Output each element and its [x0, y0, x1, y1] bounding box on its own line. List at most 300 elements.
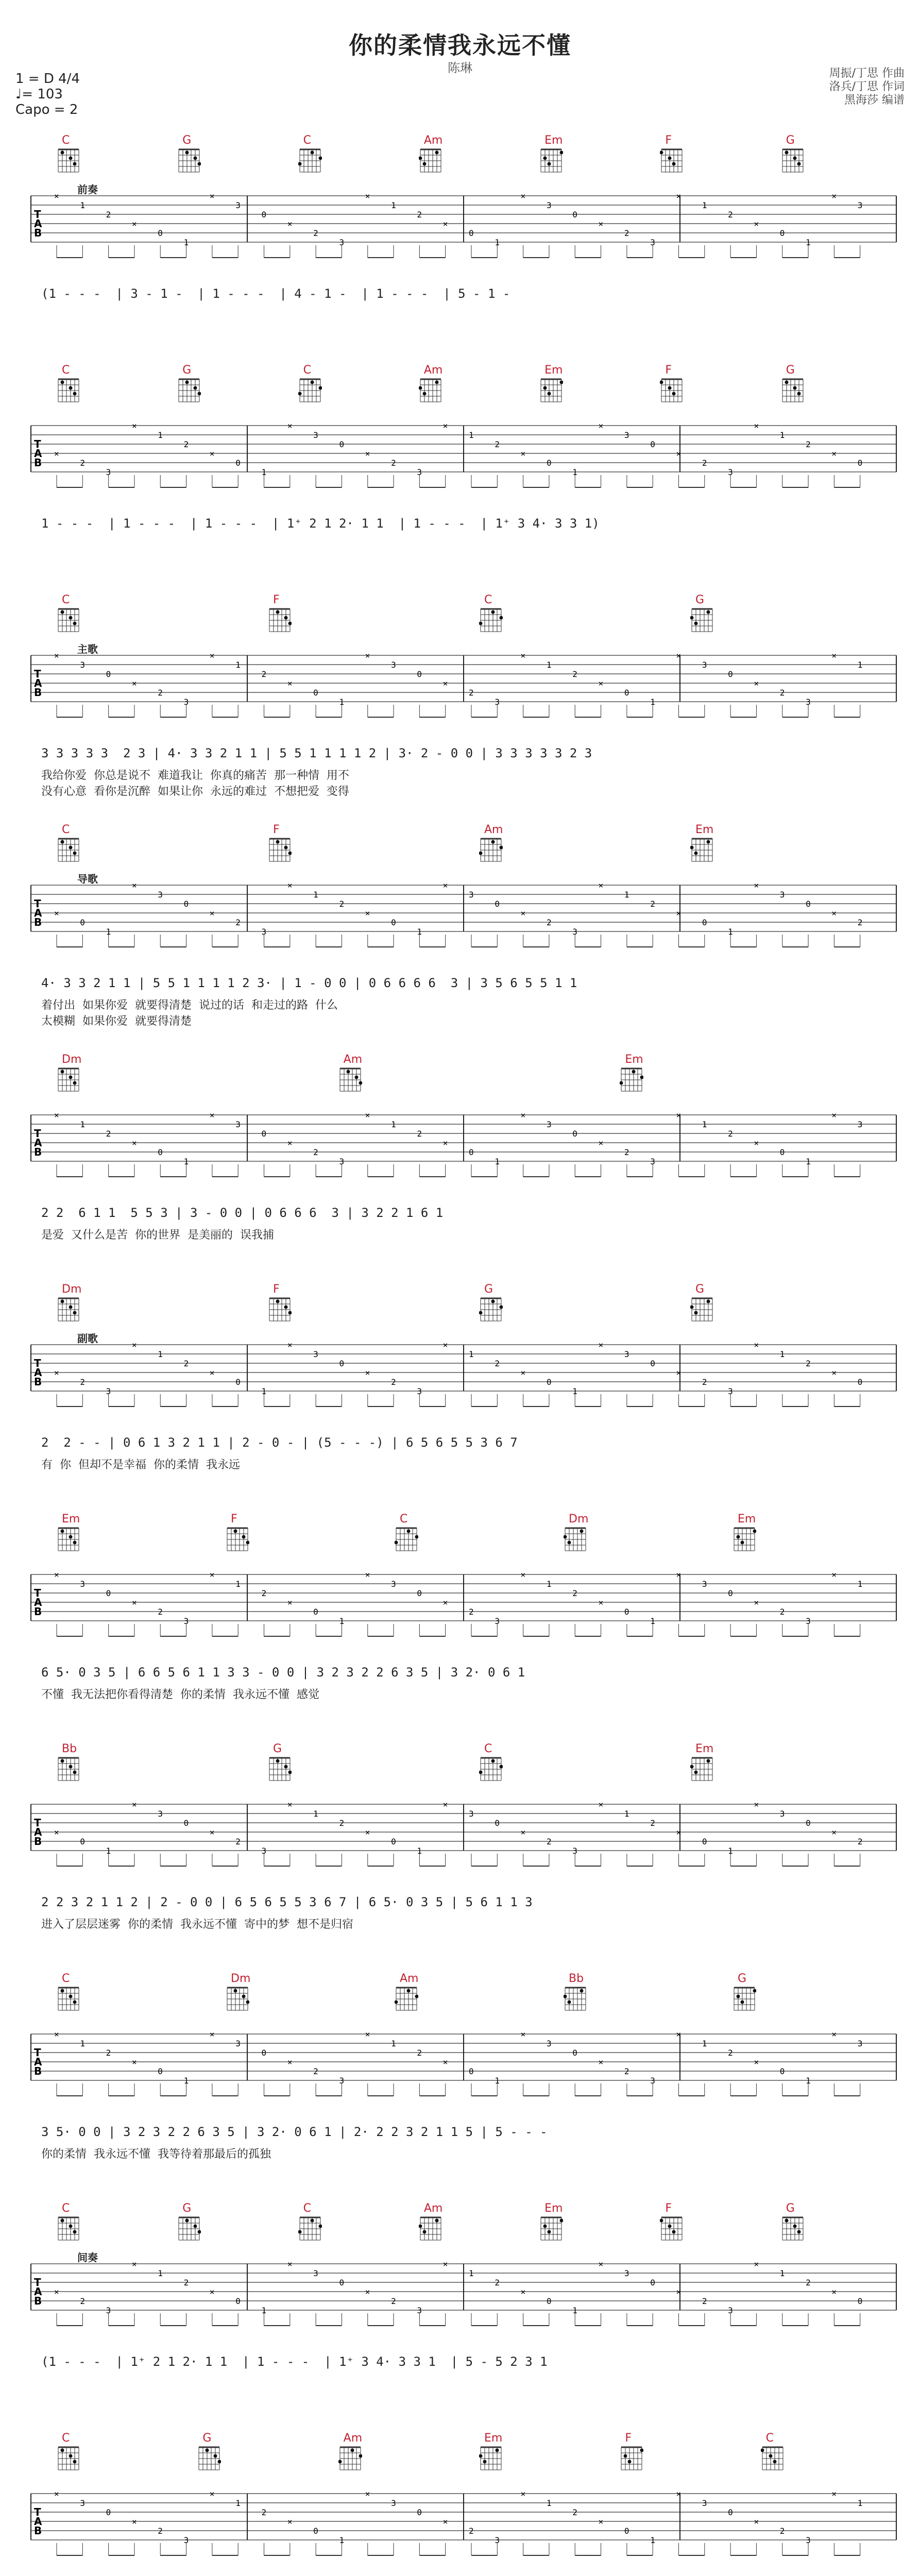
svg-text:3: 3: [261, 1846, 267, 1856]
svg-text:1: 1: [339, 1616, 345, 1626]
svg-text:1: 1: [546, 660, 552, 670]
svg-text:2: 2: [572, 1588, 577, 1598]
svg-text:0: 0: [183, 1818, 189, 1828]
svg-text:×: ×: [520, 191, 526, 201]
svg-text:3: 3: [572, 1846, 577, 1856]
svg-text:2: 2: [80, 1377, 85, 1387]
svg-text:1: 1: [779, 430, 785, 440]
svg-text:×: ×: [209, 651, 215, 660]
svg-text:0: 0: [624, 688, 629, 698]
svg-text:3: 3: [339, 2076, 345, 2086]
svg-text:2: 2: [702, 2296, 707, 2306]
chord-name: G: [695, 594, 705, 606]
svg-text:0: 0: [261, 1129, 267, 1139]
svg-text:×: ×: [54, 2287, 59, 2297]
svg-text:3: 3: [469, 1809, 474, 1819]
chord-diagram: [338, 2446, 362, 2472]
svg-text:3: 3: [495, 1616, 500, 1626]
svg-text:1: 1: [779, 1349, 785, 1359]
chord-diagram: [761, 2446, 785, 2472]
svg-text:1: 1: [857, 2498, 863, 2508]
svg-text:3: 3: [624, 430, 629, 440]
svg-text:3: 3: [650, 238, 655, 247]
svg-text:×: ×: [520, 2029, 526, 2039]
chord-diagram: [564, 1527, 587, 1553]
svg-text:1: 1: [650, 697, 655, 707]
svg-text:3: 3: [106, 2306, 111, 2315]
svg-text:0: 0: [106, 1588, 111, 1598]
chord-diagram: [268, 838, 292, 863]
svg-text:0: 0: [261, 210, 267, 219]
tab-system: [0, 2432, 920, 2576]
svg-text:A: A: [34, 2056, 42, 2069]
svg-text:×: ×: [131, 679, 137, 688]
svg-text:×: ×: [598, 2517, 604, 2527]
tab-staff: [0, 865, 920, 968]
chord-diagram: [268, 1297, 292, 1323]
svg-text:×: ×: [754, 2517, 759, 2527]
chord-diagram: [57, 838, 80, 863]
svg-text:2: 2: [417, 1129, 422, 1139]
svg-text:×: ×: [365, 1368, 370, 1378]
chord-name: Em: [695, 1742, 714, 1755]
svg-text:×: ×: [676, 449, 682, 459]
chord-diagram: [57, 1297, 80, 1323]
svg-text:A: A: [34, 447, 42, 460]
chord-name: Am: [343, 1053, 363, 1066]
svg-text:×: ×: [442, 2259, 448, 2269]
svg-text:1: 1: [106, 1846, 111, 1856]
credit-composer: 周振/丁思 作曲: [829, 67, 905, 80]
svg-text:0: 0: [779, 1147, 785, 1157]
svg-text:2: 2: [806, 439, 811, 449]
svg-text:3: 3: [80, 1579, 85, 1589]
svg-text:×: ×: [131, 1340, 137, 1350]
svg-text:×: ×: [54, 191, 59, 201]
svg-text:A: A: [34, 1366, 42, 1379]
chord-name: G: [182, 134, 192, 147]
svg-text:×: ×: [598, 219, 604, 229]
chord-name: Dm: [62, 1053, 82, 1066]
svg-text:0: 0: [572, 210, 577, 219]
chord-diagram: [177, 2216, 201, 2242]
svg-text:×: ×: [209, 1110, 215, 1120]
svg-text:3: 3: [650, 2076, 655, 2086]
svg-text:0: 0: [546, 2296, 552, 2306]
svg-text:×: ×: [676, 908, 682, 918]
svg-text:T: T: [34, 208, 41, 221]
svg-text:0: 0: [158, 228, 163, 238]
svg-text:2: 2: [702, 1377, 707, 1387]
svg-text:×: ×: [520, 2489, 526, 2499]
chord-diagram: [660, 378, 684, 404]
artist-name: 陈琳: [448, 61, 472, 75]
svg-text:3: 3: [106, 467, 111, 477]
tempo: ♩= 103: [15, 87, 63, 102]
numbered-notation: (1 - - - | 3 - 1 - | 1 - - - | 4 - 1 - | 1 - - - | 5 - 1 -: [41, 286, 510, 301]
svg-text:0: 0: [183, 899, 189, 909]
svg-text:2: 2: [158, 688, 163, 698]
chord-diagram: [268, 1757, 292, 1783]
chord-diagram: [57, 148, 80, 174]
chord-diagram: [690, 1297, 714, 1323]
svg-text:×: ×: [287, 880, 293, 890]
chord-name: F: [665, 364, 672, 377]
tab-staff: [0, 2473, 920, 2576]
tab-staff: [0, 175, 920, 278]
svg-text:0: 0: [469, 2066, 474, 2076]
chord-name: G: [273, 1742, 282, 1755]
tab-staff: [0, 1094, 920, 1197]
svg-text:2: 2: [391, 458, 396, 468]
svg-text:2: 2: [235, 1837, 241, 1846]
chord-diagram: [57, 1067, 80, 1093]
lyrics: 进入了层层迷雾 你的柔情 我永远不懂 寄中的梦 想不是归宿: [41, 1918, 353, 1931]
svg-text:0: 0: [806, 899, 811, 909]
numbered-notation: 3 3 3 3 3 2 3 | 4· 3 3 2 1 1 | 5 5 1 1 1 1 2 | 3· 2 - 0 0 | 3 3 3 3 3 2 3: [41, 746, 592, 760]
chord-name: Am: [400, 1972, 419, 1985]
svg-text:×: ×: [831, 191, 837, 201]
chord-name: C: [303, 2202, 311, 2215]
svg-text:2: 2: [183, 2278, 189, 2287]
svg-text:B: B: [34, 2065, 42, 2078]
numbered-notation: 1 - - - | 1 - - - | 1 - - - | 1⁺ 2 1 2· 1 1 | 1 - - - | 1⁺ 3 4· 3 3 1): [41, 516, 600, 531]
chord-name: Em: [544, 364, 563, 377]
svg-text:×: ×: [365, 449, 370, 459]
svg-text:3: 3: [546, 1120, 552, 1129]
svg-text:×: ×: [598, 421, 604, 431]
svg-text:0: 0: [572, 2048, 577, 2058]
svg-text:1: 1: [650, 2535, 655, 2545]
svg-text:1: 1: [469, 1349, 474, 1359]
svg-text:3: 3: [183, 2535, 189, 2545]
svg-text:×: ×: [131, 2517, 137, 2527]
svg-text:1: 1: [80, 2039, 85, 2048]
svg-text:3: 3: [728, 1386, 733, 1396]
chord-name: F: [231, 1513, 237, 1526]
svg-text:0: 0: [572, 1129, 577, 1139]
svg-text:3: 3: [158, 1809, 163, 1819]
chord-name: Em: [484, 2432, 503, 2445]
chord-diagram: [57, 1757, 80, 1783]
svg-text:2: 2: [728, 210, 733, 219]
svg-text:1: 1: [857, 1579, 863, 1589]
svg-text:×: ×: [287, 219, 293, 229]
svg-text:×: ×: [831, 1368, 837, 1378]
svg-text:3: 3: [779, 1809, 785, 1819]
svg-text:2: 2: [495, 2278, 500, 2287]
svg-text:3: 3: [728, 467, 733, 477]
svg-text:0: 0: [313, 1607, 318, 1617]
svg-text:×: ×: [54, 2029, 59, 2039]
svg-text:A: A: [34, 2515, 42, 2528]
svg-text:3: 3: [417, 1386, 422, 1396]
svg-text:2: 2: [779, 1607, 785, 1617]
svg-text:×: ×: [365, 1827, 370, 1837]
svg-text:×: ×: [831, 1827, 837, 1837]
svg-text:0: 0: [546, 1377, 552, 1387]
svg-text:2: 2: [158, 2526, 163, 2536]
chord-diagram: [479, 608, 503, 634]
svg-text:0: 0: [702, 1837, 707, 1846]
svg-text:2: 2: [546, 918, 552, 927]
svg-text:×: ×: [754, 1138, 759, 1148]
svg-text:1: 1: [391, 2039, 396, 2048]
svg-text:T: T: [34, 2506, 41, 2519]
chord-diagram: [197, 2446, 221, 2472]
svg-text:×: ×: [209, 908, 215, 918]
svg-text:0: 0: [106, 669, 111, 679]
svg-text:2: 2: [546, 1837, 552, 1846]
svg-text:A: A: [34, 1826, 42, 1839]
svg-text:3: 3: [417, 2306, 422, 2315]
svg-text:1: 1: [702, 2039, 707, 2048]
chord-name: G: [695, 1283, 705, 1296]
svg-text:0: 0: [728, 2507, 733, 2517]
chord-diagram: [690, 838, 714, 863]
svg-text:2: 2: [235, 918, 241, 927]
chord-diagram: [564, 1987, 587, 2012]
svg-text:×: ×: [287, 2517, 293, 2527]
svg-text:1: 1: [806, 1157, 811, 1166]
chord-name: F: [273, 823, 280, 836]
svg-text:2: 2: [313, 228, 318, 238]
svg-text:×: ×: [754, 880, 759, 890]
tab-system: [0, 823, 920, 1053]
svg-text:×: ×: [365, 2029, 370, 2039]
chord-diagram: [539, 148, 563, 174]
tab-staff: [0, 1554, 920, 1657]
chord-name: Bb: [569, 1972, 584, 1985]
chord-diagram: [395, 1527, 418, 1553]
svg-text:×: ×: [520, 2287, 526, 2297]
svg-text:×: ×: [287, 679, 293, 688]
svg-text:1: 1: [417, 1846, 422, 1856]
chord-name: Em: [544, 2202, 563, 2215]
tab-system: [0, 1513, 920, 1742]
section-label: 间奏: [77, 2251, 98, 2264]
svg-text:T: T: [34, 897, 41, 910]
tab-staff: [0, 2013, 920, 2116]
svg-text:1: 1: [572, 2306, 577, 2315]
svg-text:T: T: [34, 2276, 41, 2289]
svg-text:×: ×: [598, 880, 604, 890]
chord-diagram: [479, 838, 503, 863]
svg-text:0: 0: [779, 2066, 785, 2076]
svg-text:3: 3: [313, 430, 318, 440]
svg-text:×: ×: [598, 1598, 604, 1607]
chord-diagram: [660, 148, 684, 174]
svg-text:1: 1: [158, 2268, 163, 2278]
svg-text:×: ×: [442, 1800, 448, 1809]
chord-name: C: [62, 134, 70, 147]
chord-diagram: [57, 2216, 80, 2242]
svg-text:2: 2: [702, 458, 707, 468]
chord-name: Em: [695, 823, 714, 836]
chord-diagram: [57, 378, 80, 404]
svg-text:2: 2: [469, 688, 474, 698]
svg-text:×: ×: [754, 1340, 759, 1350]
svg-text:0: 0: [495, 1818, 500, 1828]
svg-text:2: 2: [469, 2526, 474, 2536]
numbered-notation: 6 5· 0 3 5 | 6 6 5 6 1 1 3 3 - 0 0 | 3 2 3 2 2 6 3 5 | 3 2· 0 6 1: [41, 1665, 525, 1680]
svg-text:3: 3: [261, 927, 267, 937]
tab-system: [0, 1053, 920, 1283]
chord-name: C: [62, 1972, 70, 1985]
chord-name: G: [786, 364, 795, 377]
svg-text:0: 0: [417, 1588, 422, 1598]
tab-staff: [0, 635, 920, 738]
svg-text:0: 0: [806, 1818, 811, 1828]
svg-text:1: 1: [235, 2498, 241, 2508]
svg-text:0: 0: [546, 458, 552, 468]
svg-text:2: 2: [158, 1607, 163, 1617]
svg-text:3: 3: [313, 1349, 318, 1359]
svg-text:2: 2: [106, 1129, 111, 1139]
svg-text:×: ×: [676, 191, 682, 201]
svg-text:T: T: [34, 438, 41, 451]
svg-text:0: 0: [235, 1377, 241, 1387]
svg-text:×: ×: [131, 1138, 137, 1148]
svg-text:×: ×: [676, 1827, 682, 1837]
tab-system: [0, 134, 920, 364]
svg-text:×: ×: [831, 2489, 837, 2499]
svg-text:1: 1: [546, 2498, 552, 2508]
svg-text:×: ×: [365, 1570, 370, 1580]
lyrics: 有 你 但却不是幸福 你的柔情 我永远: [41, 1459, 240, 1471]
svg-text:T: T: [34, 1357, 41, 1370]
chord-name: C: [484, 1742, 492, 1755]
svg-text:0: 0: [339, 1359, 345, 1368]
lyrics: 是爱 又什么是苦 你的世界 是美丽的 误我捕: [41, 1229, 274, 1242]
page-title: 你的柔情我永远不懂: [349, 31, 571, 59]
svg-text:0: 0: [417, 669, 422, 679]
svg-text:A: A: [34, 1596, 42, 1609]
svg-text:2: 2: [806, 1359, 811, 1368]
chord-name: G: [786, 134, 795, 147]
svg-text:×: ×: [287, 2259, 293, 2269]
svg-text:×: ×: [287, 1138, 293, 1148]
chord-diagram: [732, 1987, 756, 2012]
svg-text:0: 0: [779, 228, 785, 238]
svg-text:1: 1: [261, 1386, 267, 1396]
chord-diagram: [620, 2446, 643, 2472]
svg-text:1: 1: [391, 1120, 396, 1129]
svg-text:×: ×: [442, 421, 448, 431]
capo: Capo = 2: [15, 102, 78, 117]
svg-text:×: ×: [831, 2029, 837, 2039]
section-label: 副歌: [77, 1332, 98, 1345]
svg-text:×: ×: [131, 1598, 137, 1607]
chord-name: C: [303, 134, 311, 147]
chord-name: Am: [423, 2202, 443, 2215]
chord-name: F: [625, 2432, 632, 2445]
svg-text:2: 2: [339, 1818, 345, 1828]
svg-text:0: 0: [624, 2526, 629, 2536]
svg-text:B: B: [34, 686, 42, 699]
svg-text:×: ×: [209, 2029, 215, 2039]
svg-text:2: 2: [650, 899, 655, 909]
chord-name: C: [303, 364, 311, 377]
chord-diagram: [732, 1527, 756, 1553]
svg-text:3: 3: [572, 927, 577, 937]
svg-text:3: 3: [806, 1616, 811, 1626]
svg-text:2: 2: [261, 1588, 267, 1598]
svg-text:×: ×: [287, 1800, 293, 1809]
svg-text:1: 1: [650, 1616, 655, 1626]
svg-text:3: 3: [546, 2039, 552, 2048]
svg-text:T: T: [34, 1587, 41, 1600]
svg-text:0: 0: [469, 228, 474, 238]
svg-text:3: 3: [80, 2498, 85, 2508]
svg-text:3: 3: [728, 2306, 733, 2315]
svg-text:×: ×: [520, 1570, 526, 1580]
svg-text:3: 3: [469, 890, 474, 900]
svg-text:×: ×: [598, 1138, 604, 1148]
svg-text:×: ×: [754, 219, 759, 229]
svg-text:2: 2: [261, 2507, 267, 2517]
svg-text:×: ×: [365, 2489, 370, 2499]
svg-text:×: ×: [209, 1570, 215, 1580]
chord-diagram: [690, 608, 714, 634]
chord-diagram: [395, 1987, 418, 2012]
svg-text:0: 0: [624, 1607, 629, 1617]
svg-text:2: 2: [624, 1147, 629, 1157]
chord-diagram: [57, 1987, 80, 2012]
svg-text:2: 2: [624, 228, 629, 238]
chord-diagram: [57, 608, 80, 634]
svg-text:0: 0: [857, 2296, 863, 2306]
chord-diagram: [298, 378, 322, 404]
section-label: 导歌: [77, 873, 98, 885]
chord-name: Em: [62, 1513, 80, 1526]
svg-text:×: ×: [209, 1827, 215, 1837]
svg-text:×: ×: [520, 1368, 526, 1378]
svg-text:×: ×: [831, 1570, 837, 1580]
chord-diagram: [781, 148, 805, 174]
svg-text:2: 2: [572, 669, 577, 679]
svg-text:×: ×: [209, 191, 215, 201]
svg-text:×: ×: [676, 2287, 682, 2297]
tab-staff: [0, 2243, 920, 2346]
svg-text:0: 0: [728, 669, 733, 679]
svg-text:B: B: [34, 2524, 42, 2537]
svg-text:3: 3: [495, 697, 500, 707]
svg-text:×: ×: [598, 679, 604, 688]
svg-text:0: 0: [339, 439, 345, 449]
svg-text:0: 0: [106, 2507, 111, 2517]
chord-name: C: [62, 594, 70, 606]
numbered-notation: (1 - - - | 1⁺ 2 1 2· 1 1 | 1 - - - | 1⁺ 3 4· 3 3 1 | 5 - 5 2 3 1: [41, 2354, 548, 2369]
svg-text:0: 0: [235, 2296, 241, 2306]
svg-text:2: 2: [624, 2066, 629, 2076]
svg-text:×: ×: [442, 1598, 448, 1607]
chord-diagram: [479, 1757, 503, 1783]
svg-text:2: 2: [806, 2278, 811, 2287]
svg-text:×: ×: [442, 880, 448, 890]
svg-text:0: 0: [650, 439, 655, 449]
svg-text:×: ×: [598, 2057, 604, 2067]
svg-text:3: 3: [183, 1616, 189, 1626]
chord-name: G: [484, 1283, 493, 1296]
svg-text:0: 0: [80, 1837, 85, 1846]
svg-text:×: ×: [54, 1110, 59, 1120]
svg-text:A: A: [34, 2285, 42, 2298]
svg-text:B: B: [34, 2295, 42, 2308]
chord-name: G: [182, 2202, 192, 2215]
svg-text:×: ×: [209, 2489, 215, 2499]
svg-text:×: ×: [54, 449, 59, 459]
